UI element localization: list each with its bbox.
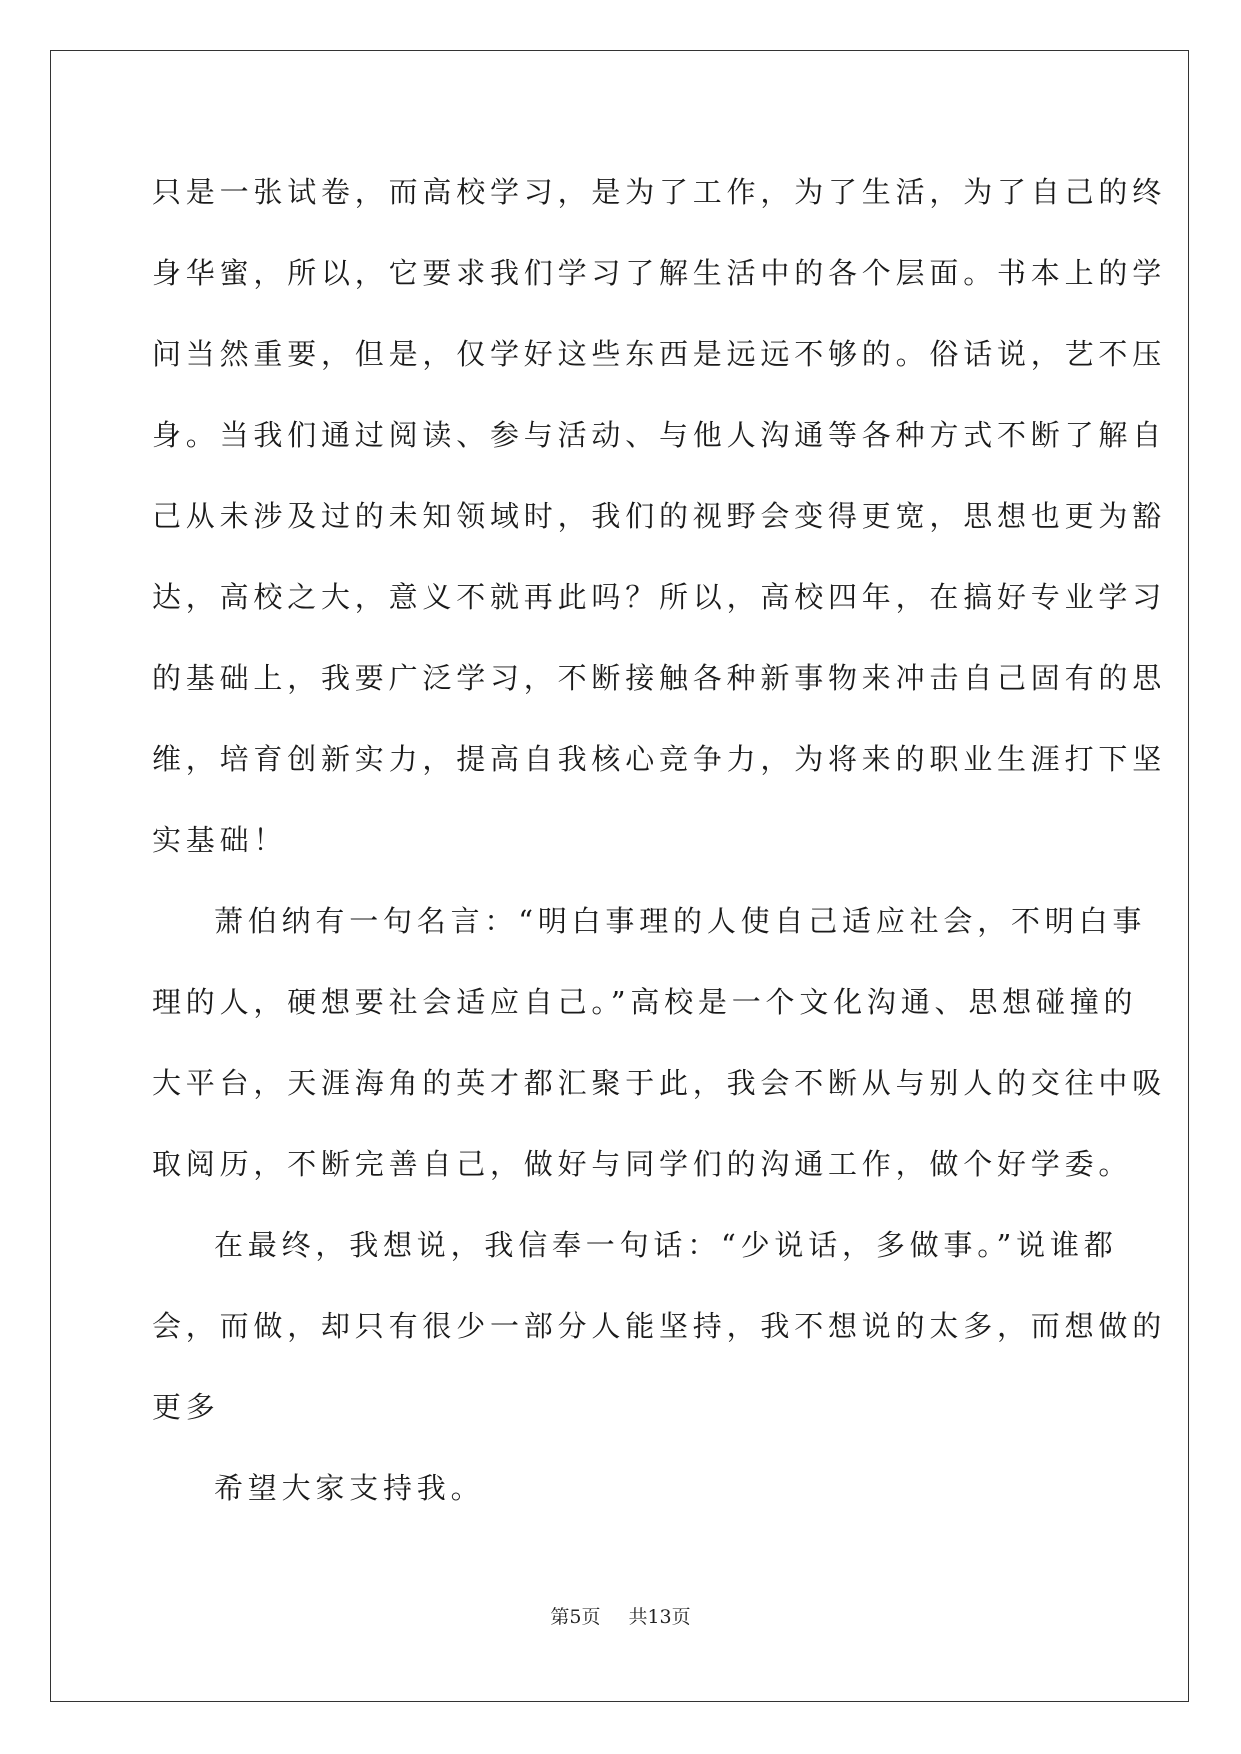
text-line: 达，高校之大，意义不就再此吗？所以，高校四年，在搞好专业学习 bbox=[152, 580, 1167, 614]
text-line: 维，培育创新实力，提高自我核心竞争力，为将来的职业生涯打下坚 bbox=[152, 742, 1167, 776]
text-line: 取阅历，不断完善自己，做好与同学们的沟通工作，做个好学委。 bbox=[152, 1147, 1133, 1181]
paragraph-start-line: 在最终，我想说，我信奉一句话：“少说话，多做事。”说谁都 bbox=[214, 1228, 1118, 1262]
paragraph-start-line: 萧伯纳有一句名言：“明白事理的人使自己适应社会，不明白事 bbox=[214, 904, 1147, 938]
document-body bbox=[152, 152, 1167, 1529]
page-footer bbox=[0, 1604, 1241, 1630]
text-line: 问当然重要，但是，仅学好这些东西是远远不够的。俗话说，艺不压 bbox=[152, 337, 1167, 371]
text-line: 己从未涉及过的未知领域时，我们的视野会变得更宽，思想也更为豁 bbox=[152, 499, 1167, 533]
page-number: 第5页 bbox=[550, 1606, 601, 1628]
text-line: 大平台，天涯海角的英才都汇聚于此，我会不断从与别人的交往中吸 bbox=[152, 1066, 1167, 1100]
text-line: 身。当我们通过阅读、参与活动、与他人沟通等各种方式不断了解自 bbox=[152, 418, 1167, 452]
text-line: 会，而做，却只有很少一部分人能坚持，我不想说的太多，而想做的 bbox=[152, 1309, 1167, 1343]
page-total: 共13页 bbox=[628, 1606, 691, 1628]
text-line: 身华蜜，所以，它要求我们学习了解生活中的各个层面。书本上的学 bbox=[152, 256, 1167, 290]
text-line: 实基础！ bbox=[152, 823, 288, 857]
text-line: 的基础上，我要广泛学习，不断接触各种新事物来冲击自己固有的思 bbox=[152, 661, 1167, 695]
text-line: 更多 bbox=[152, 1390, 220, 1424]
text-line: 只是一张试卷，而高校学习，是为了工作，为了生活，为了自己的终 bbox=[152, 175, 1167, 209]
text-line: 理的人，硬想要社会适应自己。”高校是一个文化沟通、思想碰撞的 bbox=[152, 985, 1138, 1019]
paragraph-start-line: 希望大家支持我。 bbox=[214, 1471, 485, 1505]
